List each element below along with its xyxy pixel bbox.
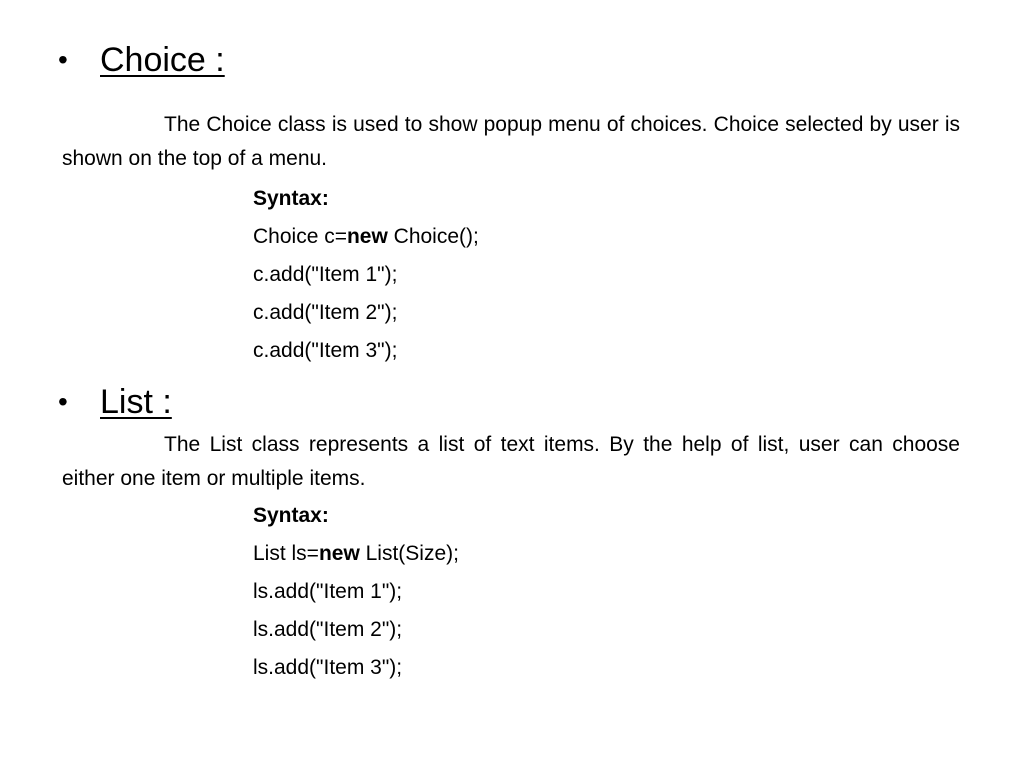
choice-add-line: c.add("Item 2"); — [253, 301, 398, 324]
list-constructor-line — [253, 535, 459, 573]
choice-description: The Choice class is used to show popup menu of choices. Choice selected by user is shown on the top of a menu. — [62, 113, 960, 170]
list-add-line: ls.add("Item 3"); — [253, 656, 403, 679]
choice-heading-row — [58, 38, 225, 82]
list-description: The List class represents a list of text items. By the help of list, user can choose either one item or multiple items. — [62, 433, 960, 490]
list-syntax-label: Syntax: — [253, 504, 329, 527]
choice-constructor-line — [253, 218, 479, 256]
list-syntax-block — [253, 497, 459, 687]
bullet-icon: • — [58, 44, 68, 75]
choice-syntax-label: Syntax: — [253, 187, 329, 210]
choice-syntax-block — [253, 180, 479, 370]
constructor-text: Choice c= — [253, 225, 347, 248]
choice-heading: Choice : — [100, 40, 225, 79]
list-heading-row — [58, 380, 172, 424]
bullet-icon: • — [58, 386, 68, 417]
new-keyword: new — [346, 225, 388, 248]
constructor-text: List(Size); — [359, 542, 459, 565]
constructor-text: Choice(); — [387, 225, 479, 248]
list-heading: List : — [100, 382, 172, 421]
new-keyword: new — [318, 542, 360, 565]
list-add-line: ls.add("Item 1"); — [253, 580, 403, 603]
constructor-text: List ls= — [253, 542, 319, 565]
choice-add-line: c.add("Item 1"); — [253, 263, 398, 286]
list-add-line: ls.add("Item 2"); — [253, 618, 403, 641]
choice-add-line: c.add("Item 3"); — [253, 339, 398, 362]
